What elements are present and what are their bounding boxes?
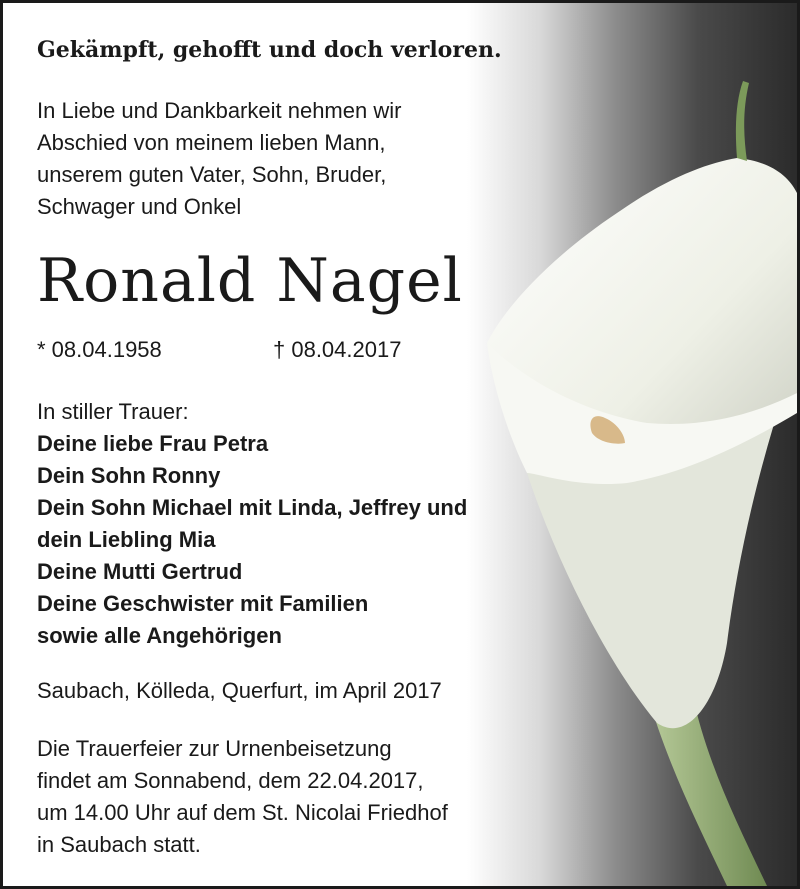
ceremony-line: um 14.00 Uhr auf dem St. Nicolai Friedhof (37, 800, 448, 825)
intro-line: Schwager und Onkel (37, 194, 242, 219)
intro-line: In Liebe und Dankbarkeit nehmen wir (37, 98, 402, 123)
life-dates (37, 337, 402, 363)
lily-tip (736, 81, 749, 161)
mourner-line: Deine Geschwister mit Familien (37, 591, 369, 616)
mourner-line: Dein Sohn Michael mit Linda, Jeffrey und (37, 495, 468, 520)
death-date: † 08.04.2017 (273, 337, 402, 362)
intro-text (37, 95, 401, 223)
place-date: Saubach, Kölleda, Querfurt, im April 2017 (37, 678, 442, 703)
ceremony-info (37, 733, 448, 861)
ceremony-line: in Saubach statt. (37, 832, 201, 857)
headline: Gekämpft, gehofft und doch verloren. (37, 37, 502, 63)
mourners-list (37, 396, 467, 652)
mourner-line: Deine liebe Frau Petra (37, 431, 269, 456)
intro-line: Abschied von meinem lieben Mann, (37, 130, 386, 155)
calla-lily-image (467, 3, 797, 886)
birth-date: * 08.04.1958 (37, 337, 162, 362)
mourners-intro: In stiller Trauer: (37, 399, 189, 424)
mourner-line: Dein Sohn Ronny (37, 463, 221, 488)
ceremony-line: Die Trauerfeier zur Urnenbeisetzung (37, 736, 392, 761)
mourner-line: Deine Mutti Gertrud (37, 559, 243, 584)
intro-line: unserem guten Vater, Sohn, Bruder, (37, 162, 387, 187)
mourner-line: sowie alle Angehörigen (37, 623, 282, 648)
mourner-line: dein Liebling Mia (37, 527, 216, 552)
ceremony-line: findet am Sonnabend, dem 22.04.2017, (37, 768, 424, 793)
deceased-name: Ronald Nagel (37, 246, 463, 316)
